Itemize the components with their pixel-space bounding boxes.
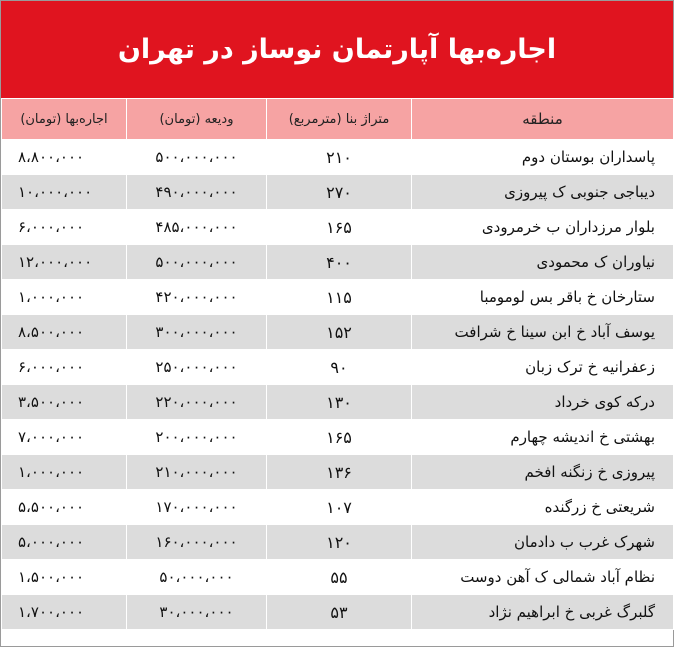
cell-region: پاسداران بوستان دوم	[412, 140, 674, 175]
cell-deposit: ۲۱۰،۰۰۰،۰۰۰	[127, 455, 267, 490]
cell-region: بهشتی خ اندیشه چهارم	[412, 420, 674, 455]
cell-area: ۹۰	[267, 350, 412, 385]
cell-rent: ۶،۰۰۰،۰۰۰	[2, 210, 127, 245]
cell-rent: ۷،۰۰۰،۰۰۰	[2, 420, 127, 455]
cell-area: ۵۵	[267, 560, 412, 595]
cell-rent: ۵،۵۰۰،۰۰۰	[2, 490, 127, 525]
cell-area: ۱۶۵	[267, 420, 412, 455]
header-deposit: ودیعه (تومان)	[127, 99, 267, 140]
table-row	[2, 280, 674, 315]
table-header-row	[2, 99, 674, 140]
cell-deposit: ۳۰۰،۰۰۰،۰۰۰	[127, 315, 267, 350]
cell-area: ۱۶۵	[267, 210, 412, 245]
table-row	[2, 490, 674, 525]
cell-deposit: ۲۰۰،۰۰۰،۰۰۰	[127, 420, 267, 455]
rent-table	[1, 98, 674, 630]
cell-area: ۵۳	[267, 595, 412, 630]
cell-area: ۱۵۲	[267, 315, 412, 350]
cell-rent: ۵،۰۰۰،۰۰۰	[2, 525, 127, 560]
cell-rent: ۱،۷۰۰،۰۰۰	[2, 595, 127, 630]
cell-region: شریعتی خ زرگنده	[412, 490, 674, 525]
table-row	[2, 525, 674, 560]
cell-rent: ۸،۵۰۰،۰۰۰	[2, 315, 127, 350]
cell-region: زعفرانیه خ ترک زبان	[412, 350, 674, 385]
cell-deposit: ۴۸۵،۰۰۰،۰۰۰	[127, 210, 267, 245]
table-row	[2, 175, 674, 210]
cell-region: بلوار مرزداران ب خرمرودی	[412, 210, 674, 245]
header-region: منطقه	[412, 99, 674, 140]
cell-deposit: ۳۰،۰۰۰،۰۰۰	[127, 595, 267, 630]
cell-deposit: ۱۶۰،۰۰۰،۰۰۰	[127, 525, 267, 560]
cell-area: ۲۱۰	[267, 140, 412, 175]
table-row	[2, 595, 674, 630]
table-row	[2, 245, 674, 280]
table-body	[2, 140, 674, 630]
cell-region: نیاوران ک محمودی	[412, 245, 674, 280]
table-row	[2, 350, 674, 385]
table-row	[2, 560, 674, 595]
cell-region: نظام آباد شمالی ک آهن دوست	[412, 560, 674, 595]
cell-rent: ۳،۵۰۰،۰۰۰	[2, 385, 127, 420]
header-area: متراژ بنا (مترمربع)	[267, 99, 412, 140]
cell-region: پیروزی خ زنگنه افخم	[412, 455, 674, 490]
cell-area: ۱۳۰	[267, 385, 412, 420]
cell-deposit: ۱۷۰،۰۰۰،۰۰۰	[127, 490, 267, 525]
cell-deposit: ۲۲۰،۰۰۰،۰۰۰	[127, 385, 267, 420]
cell-region: گلبرگ غربی خ ابراهیم نژاد	[412, 595, 674, 630]
cell-rent: ۱،۰۰۰،۰۰۰	[2, 455, 127, 490]
cell-rent: ۱،۰۰۰،۰۰۰	[2, 280, 127, 315]
table-row	[2, 210, 674, 245]
table-row	[2, 140, 674, 175]
header-rent: اجاره‌بها (تومان)	[2, 99, 127, 140]
cell-rent: ۸،۸۰۰،۰۰۰	[2, 140, 127, 175]
cell-area: ۴۰۰	[267, 245, 412, 280]
title-bar	[1, 1, 673, 98]
cell-region: درکه کوی خرداد	[412, 385, 674, 420]
cell-area: ۱۰۷	[267, 490, 412, 525]
cell-rent: ۱۲،۰۰۰،۰۰۰	[2, 245, 127, 280]
cell-region: دیباجی جنوبی ک پیروزی	[412, 175, 674, 210]
table-row	[2, 315, 674, 350]
cell-rent: ۱۰،۰۰۰،۰۰۰	[2, 175, 127, 210]
cell-deposit: ۵۰۰،۰۰۰،۰۰۰	[127, 245, 267, 280]
cell-deposit: ۵۰،۰۰۰،۰۰۰	[127, 560, 267, 595]
cell-region: شهرک غرب ب دادمان	[412, 525, 674, 560]
cell-area: ۱۳۶	[267, 455, 412, 490]
cell-deposit: ۴۹۰،۰۰۰،۰۰۰	[127, 175, 267, 210]
cell-rent: ۱،۵۰۰،۰۰۰	[2, 560, 127, 595]
cell-rent: ۶،۰۰۰،۰۰۰	[2, 350, 127, 385]
cell-deposit: ۴۲۰،۰۰۰،۰۰۰	[127, 280, 267, 315]
cell-region: ستارخان خ باقر بس لومومبا	[412, 280, 674, 315]
cell-deposit: ۲۵۰،۰۰۰،۰۰۰	[127, 350, 267, 385]
cell-deposit: ۵۰۰،۰۰۰،۰۰۰	[127, 140, 267, 175]
cell-area: ۲۷۰	[267, 175, 412, 210]
table-row	[2, 455, 674, 490]
page-title: اجاره‌بها آپارتمان نوساز در تهران	[117, 34, 557, 65]
cell-region: یوسف آباد خ ابن سینا خ شرافت	[412, 315, 674, 350]
cell-area: ۱۲۰	[267, 525, 412, 560]
cell-area: ۱۱۵	[267, 280, 412, 315]
table-row	[2, 385, 674, 420]
table-row	[2, 420, 674, 455]
